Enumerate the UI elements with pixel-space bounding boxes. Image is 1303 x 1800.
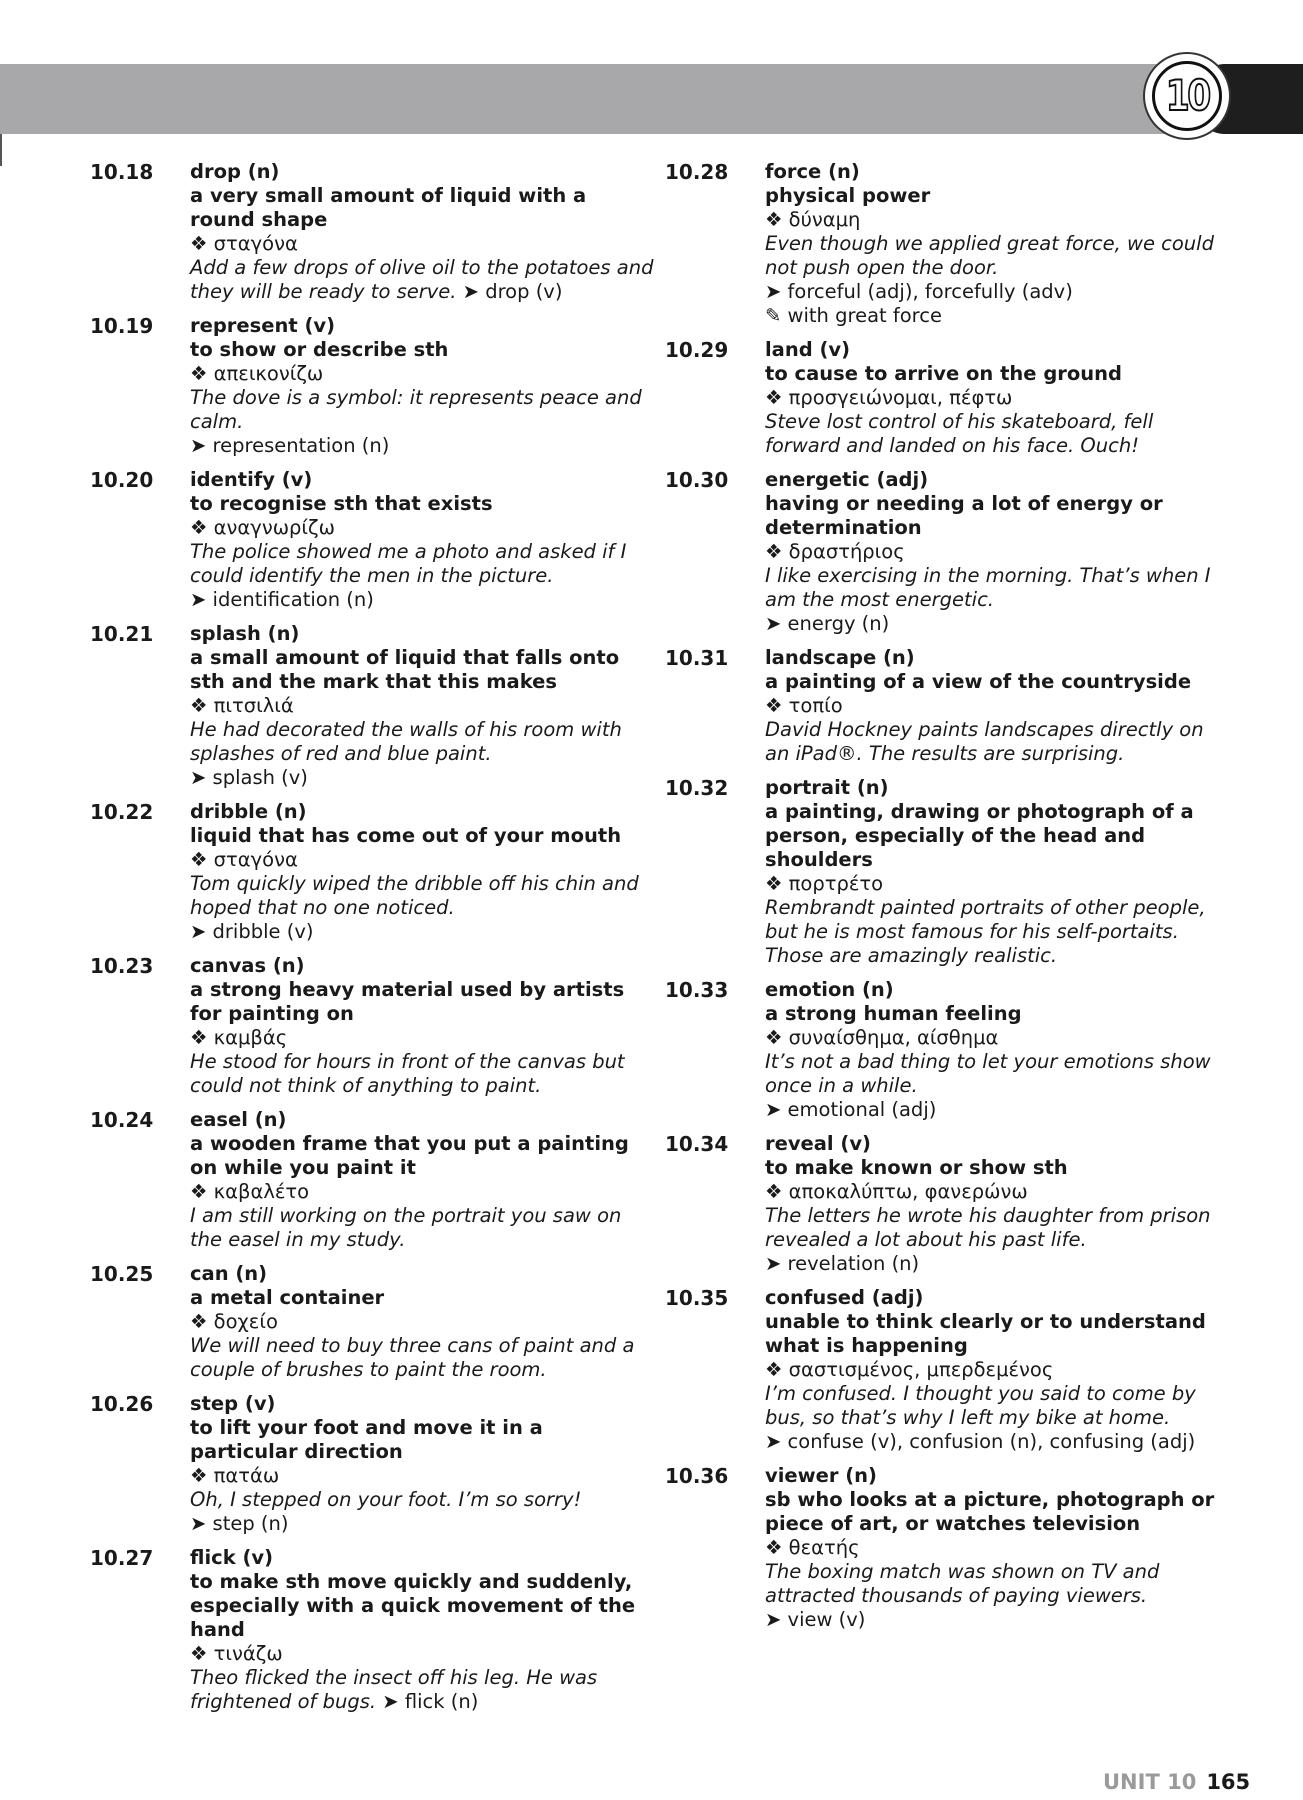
- entry-greek-translation: ❖ καβαλέτο: [190, 1180, 310, 1203]
- entry-derivative: ➤ representation (n): [190, 434, 390, 457]
- entry-definition: a small amount of liquid that falls onto sth and the mark that this makes: [190, 646, 620, 693]
- entry-definition: liquid that has come out of your mouth: [190, 824, 622, 847]
- entry-example: Oh, I stepped on your foot. I’m so sorry!: [190, 1488, 582, 1511]
- footer-unit-label: UNIT 10: [1103, 1770, 1197, 1794]
- entry-headword: energetic (adj): [765, 468, 929, 491]
- entry-body: [765, 160, 1225, 328]
- vocab-entry: [665, 978, 1225, 1122]
- page-footer: [1103, 1770, 1250, 1794]
- vocab-entry: [665, 160, 1225, 328]
- entry-body: [765, 776, 1225, 968]
- entry-example: He had decorated the walls of his room with splashes of red and blue paint.: [190, 718, 622, 765]
- unit-badge-ring: [1152, 61, 1222, 131]
- left-column: [90, 160, 655, 1724]
- entry-derivative: ➤ drop (v): [456, 280, 563, 303]
- entry-greek-translation: ❖ δύναμη: [765, 208, 861, 231]
- entry-greek-translation: ❖ αποκαλύπτω, φανερώνω: [765, 1180, 1028, 1203]
- entry-number: 10.36: [665, 1464, 729, 1488]
- entry-example: The boxing match was shown on TV and attracted thousands of paying viewers.: [765, 1560, 1160, 1607]
- entry-greek-translation: ❖ αναγνωρίζω: [190, 516, 335, 539]
- right-column: [665, 160, 1225, 1642]
- entry-definition: a strong heavy material used by artists for painting on: [190, 978, 625, 1025]
- entry-body: [765, 1464, 1225, 1632]
- entry-headword: can (n): [190, 1262, 268, 1285]
- entry-greek-translation: ❖ δραστήριος: [765, 540, 905, 563]
- entry-headword: easel (n): [190, 1108, 287, 1131]
- entry-greek-translation: ❖ σταγόνα: [190, 848, 298, 871]
- entry-definition: to cause to arrive on the ground: [765, 362, 1123, 385]
- entry-headword: step (v): [190, 1392, 276, 1415]
- entry-body: [765, 1286, 1225, 1454]
- entry-derivative: ➤ view (v): [765, 1608, 866, 1631]
- entry-number: 10.21: [90, 622, 154, 646]
- entry-body: [190, 468, 655, 612]
- entry-greek-translation: ❖ τινάζω: [190, 1642, 283, 1665]
- entry-definition: to lift your foot and move it in a particular direction: [190, 1416, 543, 1463]
- entry-greek-translation: ❖ καμβάς: [190, 1026, 288, 1049]
- entry-headword: canvas (n): [190, 954, 305, 977]
- entry-example-text: Theo flicked the insect off his leg. He was frightened of bugs.: [190, 1666, 598, 1713]
- entry-definition: a painting, drawing or photograph of a person, especially of the head and shoulders: [765, 800, 1194, 871]
- entry-number: 10.26: [90, 1392, 154, 1416]
- vocab-entry: [90, 160, 655, 304]
- entry-example: I like exercising in the morning. That’s when I am the most energetic.: [765, 564, 1211, 611]
- entry-headword: portrait (n): [765, 776, 889, 799]
- entry-headword: splash (n): [190, 622, 300, 645]
- entry-greek-translation: ❖ προσγειώνομαι, πέφτω: [765, 386, 1013, 409]
- entry-derivative: ➤ emotional (adj): [765, 1098, 937, 1121]
- entry-number: 10.18: [90, 160, 154, 184]
- page-number: 165: [1206, 1770, 1251, 1794]
- entry-headword: force (n): [765, 160, 860, 183]
- entry-greek-translation: ❖ σαστισμένος, μπερδεμένος: [765, 1358, 1054, 1381]
- entry-headword: represent (v): [190, 314, 336, 337]
- vocab-entry: [665, 1132, 1225, 1276]
- vocab-entry: [90, 954, 655, 1098]
- entry-greek-translation: ❖ πιτσιλιά: [190, 694, 294, 717]
- entry-definition: a painting of a view of the countryside: [765, 670, 1192, 693]
- entry-definition: physical power: [765, 184, 931, 207]
- vocab-entry: [90, 1546, 655, 1714]
- entry-greek-translation: ❖ τοπίο: [765, 694, 843, 717]
- entry-example: [190, 256, 655, 304]
- entry-example: Steve lost control of his skateboard, fell forward and landed on his face. Ouch!: [765, 410, 1154, 457]
- entry-body: [190, 1108, 655, 1252]
- vocab-entry: [90, 622, 655, 790]
- entry-body: [765, 978, 1225, 1122]
- entry-example: I am still working on the portrait you saw on the easel in my study.: [190, 1204, 622, 1251]
- entry-body: [190, 800, 655, 944]
- entry-body: [190, 1546, 655, 1714]
- entry-number: 10.22: [90, 800, 154, 824]
- entry-body: [190, 314, 655, 458]
- entry-example: Rembrandt painted portraits of other people, but he is most famous for his self-portaits. Those are amazingly realistic.: [765, 896, 1206, 967]
- vocab-entry: [90, 1262, 655, 1382]
- vocab-entry: [665, 338, 1225, 458]
- entry-example: The letters he wrote his daughter from prison revealed a lot about his past life.: [765, 1204, 1211, 1251]
- entry-headword: identify (v): [190, 468, 313, 491]
- entry-greek-translation: ❖ πορτρέτο: [765, 872, 884, 895]
- entry-example: We will need to buy three cans of paint and a couple of brushes to paint the room.: [190, 1334, 635, 1381]
- entry-example: It’s not a bad thing to let your emotions show once in a while.: [765, 1050, 1211, 1097]
- entry-number: 10.27: [90, 1546, 154, 1570]
- entry-number: 10.19: [90, 314, 154, 338]
- entry-greek-translation: ❖ απεικονίζω: [190, 362, 324, 385]
- entry-derivative: ➤ step (n): [190, 1512, 289, 1535]
- entry-headword: emotion (n): [765, 978, 894, 1001]
- entry-example: The police showed me a photo and asked if I could identify the men in the picture.: [190, 540, 627, 587]
- entry-greek-translation: ❖ σταγόνα: [190, 232, 298, 255]
- entry-headword: confused (adj): [765, 1286, 924, 1309]
- vocab-entry: [90, 1392, 655, 1536]
- entry-derivative: ➤ identification (n): [190, 588, 374, 611]
- entry-headword: dribble (n): [190, 800, 307, 823]
- entry-headword: flick (v): [190, 1546, 273, 1569]
- entry-definition: a strong human feeling: [765, 1002, 1022, 1025]
- entry-greek-translation: ❖ συναίσθημα, αίσθημα: [765, 1026, 999, 1049]
- entry-derivative: ➤ dribble (v): [190, 920, 314, 943]
- entry-derivative: ➤ splash (v): [190, 766, 308, 789]
- entry-body: [765, 646, 1225, 766]
- entry-example: [190, 1666, 655, 1714]
- entry-definition: to make sth move quickly and suddenly, especially with a quick movement of the hand: [190, 1570, 636, 1641]
- entry-definition: to make known or show sth: [765, 1156, 1068, 1179]
- entry-headword: drop (n): [190, 160, 280, 183]
- entry-example: He stood for hours in front of the canvas but could not think of anything to paint.: [190, 1050, 625, 1097]
- unit-badge-number: 10: [1165, 71, 1209, 120]
- entry-number: 10.25: [90, 1262, 154, 1286]
- entry-derivative: ➤ confuse (v), confusion (n), confusing (adj): [765, 1430, 1196, 1453]
- entry-definition: a metal container: [190, 1286, 385, 1309]
- entry-headword: landscape (n): [765, 646, 915, 669]
- entry-derivative: ➤ forceful (adj), forcefully (adv): [765, 280, 1073, 303]
- entry-greek-translation: ❖ δοχείο: [190, 1310, 278, 1333]
- entry-definition: unable to think clearly or to understand what is happening: [765, 1310, 1206, 1357]
- entry-number: 10.34: [665, 1132, 729, 1156]
- entry-number: 10.29: [665, 338, 729, 362]
- entry-greek-translation: ❖ θεατής: [765, 1536, 860, 1559]
- vocab-entry: [90, 800, 655, 944]
- entry-number: 10.30: [665, 468, 729, 492]
- entry-definition: a wooden frame that you put a painting on while you paint it: [190, 1132, 629, 1179]
- entry-number: 10.33: [665, 978, 729, 1002]
- entry-body: [765, 468, 1225, 636]
- entry-example: David Hockney paints landscapes directly on an iPad®. The results are surprising.: [765, 718, 1204, 765]
- header-bar: [0, 64, 1165, 134]
- entry-body: [190, 1262, 655, 1382]
- entry-derivative: ➤ revelation (n): [765, 1252, 920, 1275]
- vocab-entry: [665, 776, 1225, 968]
- entry-number: 10.35: [665, 1286, 729, 1310]
- unit-badge: [1143, 52, 1231, 140]
- entry-headword: reveal (v): [765, 1132, 871, 1155]
- entry-example: I’m confused. I thought you said to come by bus, so that’s why I left my bike at home.: [765, 1382, 1196, 1429]
- entry-derivative: ✎ with great force: [765, 304, 942, 327]
- entry-example-text: Add a few drops of olive oil to the potatoes and they will be ready to serve.: [190, 256, 654, 303]
- entry-number: 10.24: [90, 1108, 154, 1132]
- entry-number: 10.23: [90, 954, 154, 978]
- entry-body: [190, 160, 655, 304]
- entry-definition: a very small amount of liquid with a round shape: [190, 184, 587, 231]
- entry-example: The dove is a symbol: it represents peace and calm.: [190, 386, 642, 433]
- entry-definition: sb who looks at a picture, photograph or piece of art, or watches television: [765, 1488, 1215, 1535]
- entry-body: [190, 1392, 655, 1536]
- entry-body: [190, 622, 655, 790]
- entry-body: [765, 1132, 1225, 1276]
- entry-greek-translation: ❖ πατάω: [190, 1464, 280, 1487]
- entry-number: 10.31: [665, 646, 729, 670]
- entry-headword: viewer (n): [765, 1464, 877, 1487]
- vocab-entry: [665, 646, 1225, 766]
- vocab-entry: [665, 468, 1225, 636]
- vocab-entry: [90, 314, 655, 458]
- entry-number: 10.20: [90, 468, 154, 492]
- entry-example: Tom quickly wiped the dribble off his chin and hoped that no one noticed.: [190, 872, 639, 919]
- vocab-entry: [665, 1464, 1225, 1632]
- entry-body: [190, 954, 655, 1098]
- header-tick: [0, 134, 2, 166]
- entry-definition: to show or describe sth: [190, 338, 449, 361]
- vocab-entry: [90, 468, 655, 612]
- entry-definition: having or needing a lot of energy or determination: [765, 492, 1163, 539]
- entry-body: [765, 338, 1225, 458]
- vocab-entry: [90, 1108, 655, 1252]
- vocab-entry: [665, 1286, 1225, 1454]
- entry-headword: land (v): [765, 338, 851, 361]
- entry-definition: to recognise sth that exists: [190, 492, 493, 515]
- entry-number: 10.28: [665, 160, 729, 184]
- entry-derivative: ➤ energy (n): [765, 612, 890, 635]
- entry-example: Even though we applied great force, we could not push open the door.: [765, 232, 1214, 279]
- entry-derivative: ➤ flick (n): [376, 1690, 479, 1713]
- entry-number: 10.32: [665, 776, 729, 800]
